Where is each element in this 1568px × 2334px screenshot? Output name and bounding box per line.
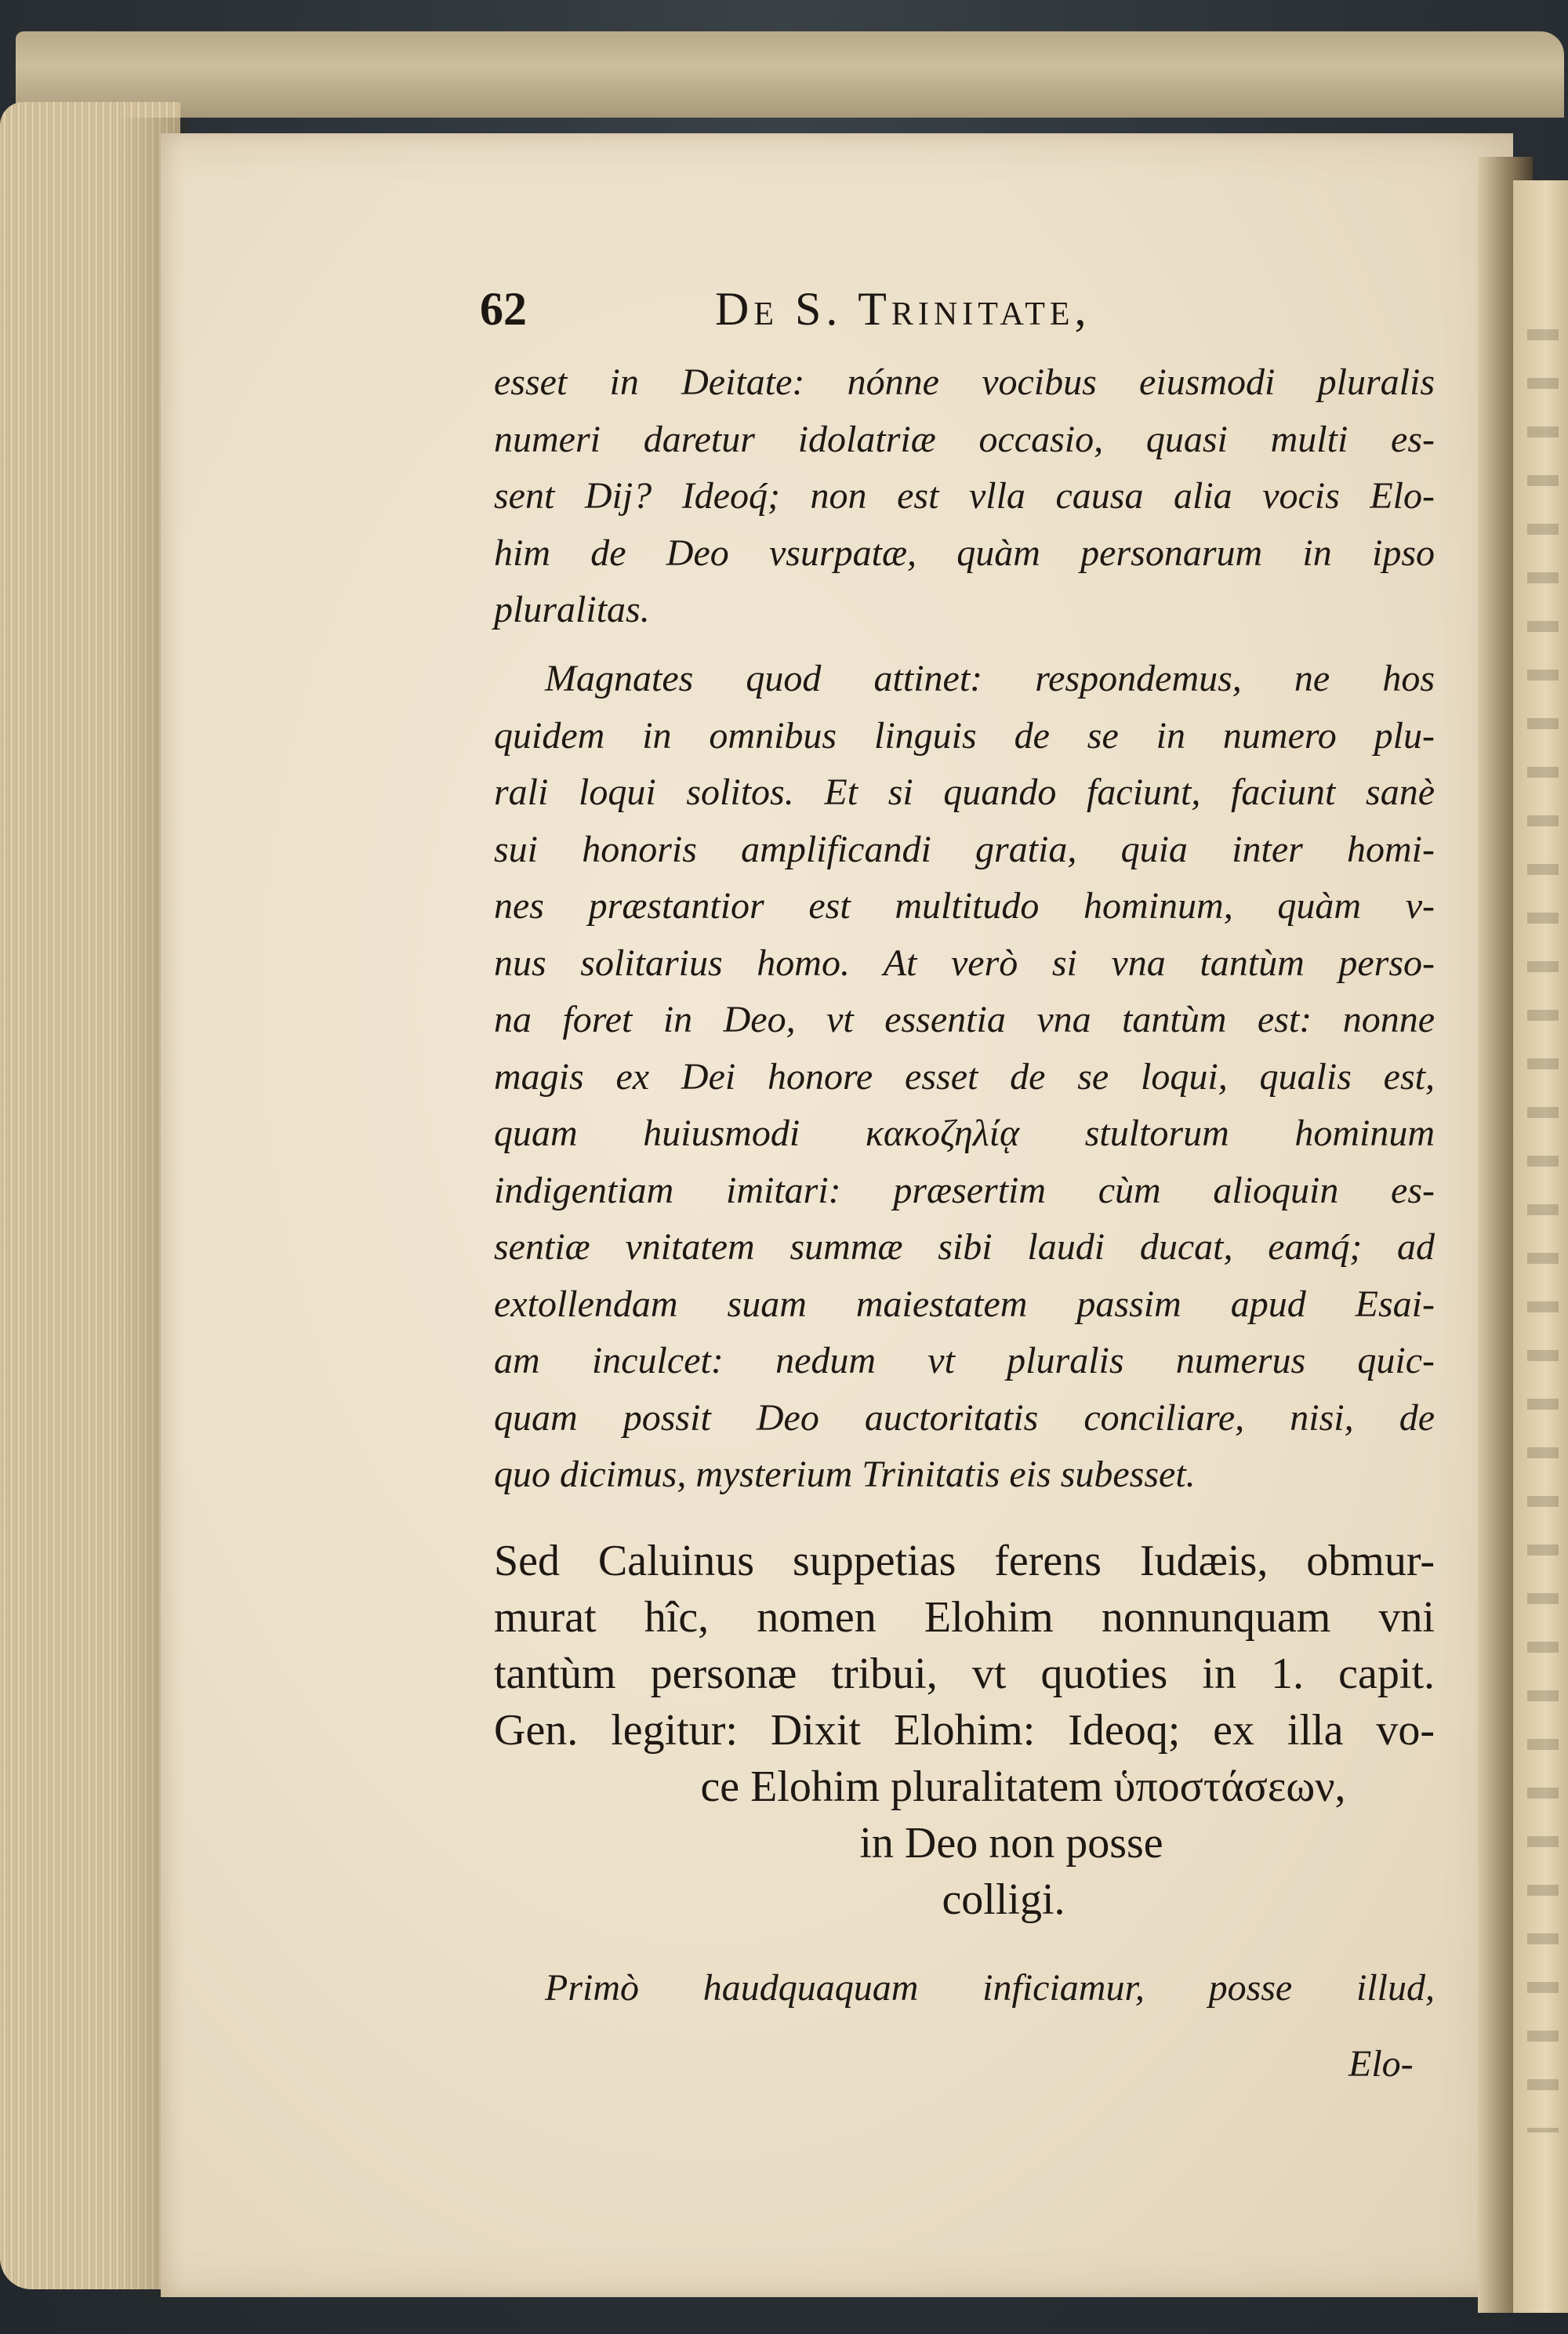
text-line: him de Deo vsurpatæ, quàm personarum in ipso bbox=[494, 532, 1435, 574]
text-line: extollendam suam maiestatem passim apud Esai- bbox=[494, 1283, 1435, 1325]
text-line: in Deo non posse bbox=[859, 1819, 1163, 1868]
text-line: quidem in omnibus linguis de se in numero plu- bbox=[494, 714, 1435, 757]
running-head: De S. Trinitate, bbox=[715, 283, 1091, 335]
text-line: Magnates quod attinet: respondemus, ne hos bbox=[545, 658, 1435, 699]
book-cover-top bbox=[16, 31, 1564, 118]
text-line: magis ex Dei honore esset de se loqui, qualis est, bbox=[494, 1055, 1435, 1098]
text-line: esset in Deitate: nónne vocibus eiusmodi pluralis bbox=[494, 361, 1435, 403]
text-line: rali loqui solitos. Et si quando faciunt, faciunt sanè bbox=[494, 771, 1435, 813]
paragraph-1 bbox=[494, 354, 1435, 639]
text-line: murat hîc, nomen Elohim nonnunquam vni bbox=[494, 1593, 1435, 1642]
text-line: na foret in Deo, vt essentia vna tantùm est: nonne bbox=[494, 999, 1435, 1040]
text-line: Sed Caluinus suppetias ferens Iudæis, obmur- bbox=[494, 1537, 1435, 1585]
text-line: ce Elohim pluralitatem ὑποστάσεων, bbox=[700, 1762, 1346, 1811]
paragraph-4 bbox=[494, 1960, 1435, 2017]
paragraph-2 bbox=[494, 651, 1435, 1504]
text-line: colligi. bbox=[942, 1875, 1065, 1924]
catchword: Elo- bbox=[1348, 2043, 1414, 2085]
page-header bbox=[480, 282, 1264, 345]
text-line: numeri daretur idolatriæ occasio, quasi multi es- bbox=[494, 418, 1435, 460]
text-line: sui honoris amplificandi gratia, quia inter homi- bbox=[494, 828, 1435, 870]
text-line: Primò haudquaquam inficiamur, posse illud, bbox=[545, 1967, 1435, 2009]
text-line: nus solitarius homo. At verò si vna tantùm perso- bbox=[494, 942, 1435, 984]
text-line: quam possit Deo auctoritatis conciliare, nisi, de bbox=[494, 1396, 1435, 1439]
text-line: sentiæ vnitatem summæ sibi laudi ducat, eamq́; ad bbox=[494, 1226, 1435, 1268]
text-line: pluralitas. bbox=[494, 589, 650, 630]
text-line: indigentiam imitari: præsertim cùm alioquin es- bbox=[494, 1169, 1435, 1211]
text-line: Gen. legitur: Dixit Elohim: Ideoq; ex illa vo- bbox=[494, 1706, 1435, 1755]
text-line: am inculcet: nedum vt pluralis numerus quic- bbox=[494, 1340, 1435, 1381]
paragraph-3 bbox=[494, 1533, 1435, 1928]
text-line: nes præstantior est multitudo hominum, quàm v- bbox=[494, 885, 1435, 927]
facing-page-text-edge bbox=[1527, 329, 1559, 2133]
text-line: tantùm personæ tribui, vt quoties in 1. capit. bbox=[494, 1650, 1435, 1698]
page-number: 62 bbox=[480, 283, 527, 335]
text-line: sent Dij? Ideoq́; non est vlla causa alia vocis Elo- bbox=[494, 475, 1435, 517]
text-line: quo dicimus, mysterium Trinitatis eis subesset. bbox=[494, 1454, 1196, 1495]
text-line: quam huiusmodi κακοζηλίᾳ stultorum hominum bbox=[494, 1113, 1435, 1154]
